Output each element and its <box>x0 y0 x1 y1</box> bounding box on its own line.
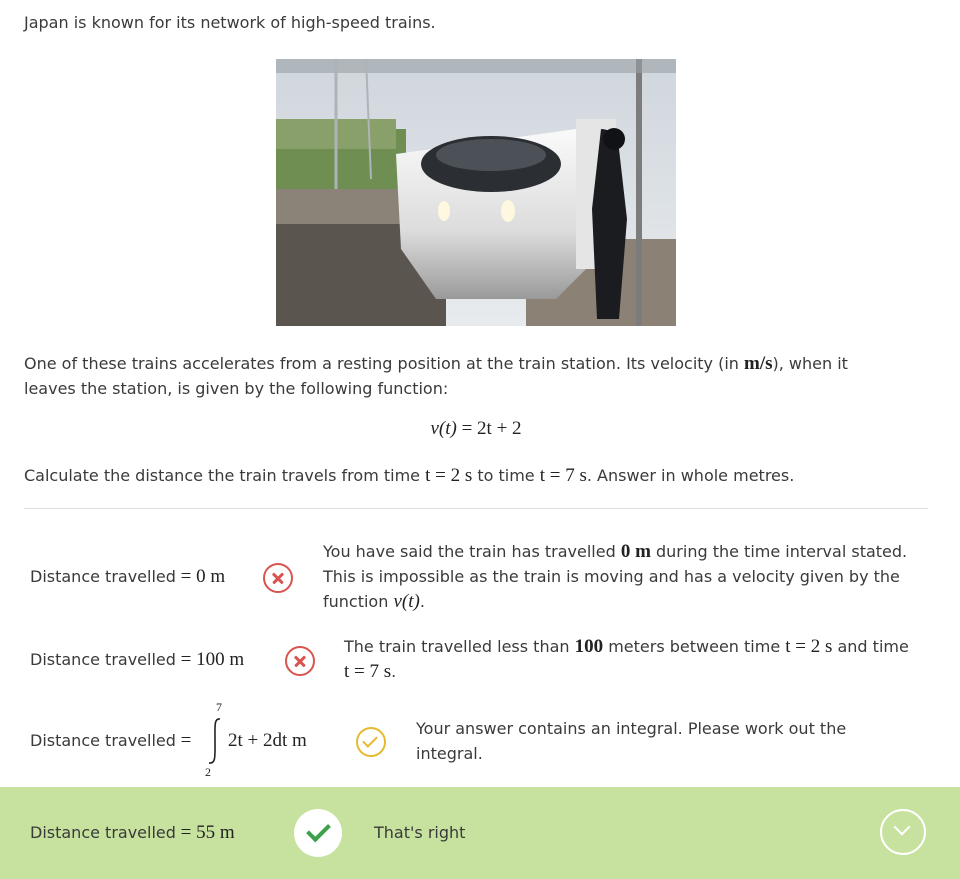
partial-check-icon <box>356 727 386 757</box>
task-text: Calculate the distance the train travels from time t = 2 s to time t = 7 s. Answer in whole metres. <box>24 465 795 486</box>
question-text: One of these trains accelerates from a resting position at the train station. Its velocity (in m/s), when it leaves the station, is given by the following function: <box>24 353 848 398</box>
final-feedback: That's right <box>374 823 466 842</box>
intro-text: Japan is known for its network of high-speed trains. <box>24 13 436 32</box>
bullet-train-photo <box>276 59 676 326</box>
chevron-down-icon[interactable] <box>880 809 926 855</box>
divider <box>24 508 928 509</box>
attempt-answer-1: Distance travelled = 0 m <box>30 566 226 587</box>
incorrect-icon <box>285 646 315 676</box>
integral-lower-limit: 2 <box>205 765 211 779</box>
correct-check-icon <box>294 809 342 857</box>
incorrect-icon <box>263 563 293 593</box>
attempt-answer-3: Distance travelled = <box>30 730 192 751</box>
integrand: 2t + 2dt m <box>228 730 307 751</box>
integral-upper-limit: 7 <box>216 700 222 714</box>
integral-sign-icon <box>204 716 226 766</box>
final-answer: Distance travelled = 55 m <box>30 822 235 843</box>
attempt-feedback-2: The train travelled less than 100 meters between time t = 2 s and time t = 7 s. <box>344 636 909 682</box>
velocity-unit: m/s <box>744 353 773 374</box>
attempt-answer-2: Distance travelled = 100 m <box>30 649 245 670</box>
velocity-formula: v(t) = 2t + 2 <box>430 418 522 439</box>
attempt-feedback-1: You have said the train has travelled 0 m during the time interval stated. This is impossible as the train is moving and has a velocity given by the function v(t). <box>323 541 908 612</box>
attempt-feedback-3: Your answer contains an integral. Please work out the integral. <box>416 719 847 763</box>
